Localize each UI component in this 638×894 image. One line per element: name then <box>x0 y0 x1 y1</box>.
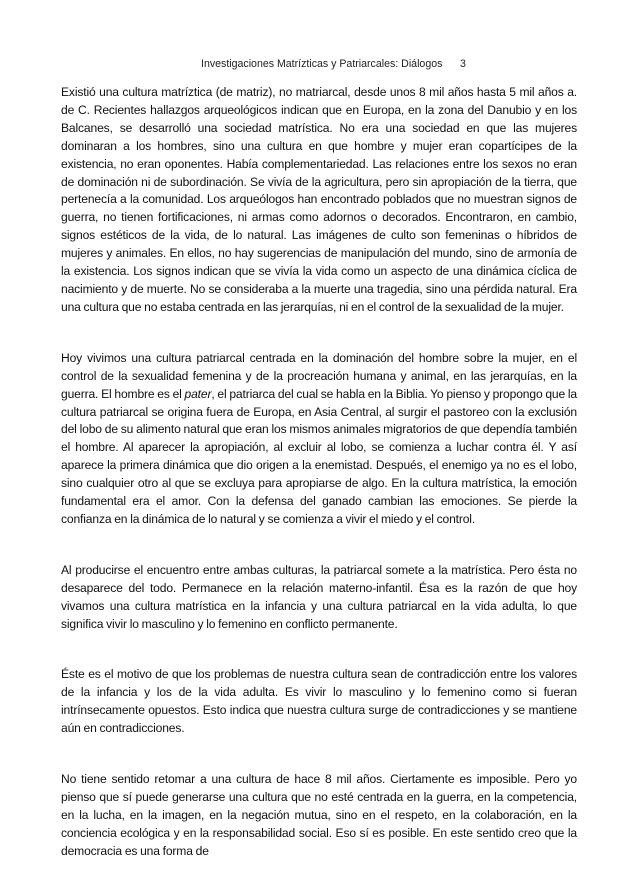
paragraph-encounter: Al producirse el encuentro entre ambas culturas, la patriarcal somete a la matrística. Pero ésta no desaparece del todo. Permanece en la relación materno-infantil. Ésa es la razón de que hoy vivamos una cultura matrística en la infancia y una cultura patriarcal en la vida adulta, lo que significa vivir lo masculino y lo femenino en conflicto permanente. <box>61 562 577 631</box>
body-text <box>61 84 577 894</box>
emphasis-pater: pater <box>184 386 212 401</box>
paragraph-matristic-culture: Existió una cultura matríztica (de matriz), no matriarcal, desde unos 8 mil años hasta 5 mil años a. de C. Recientes hallazgos arqueológicos indican que en Europa, en la zona del Danubio y en los Balcanes, se desarrolló una sociedad matrística. No era una sociedad en que las mujeres dominaran a los hombres, sino una cultura en que hombre y mujer eran copartícipes de la existencia, no eran oponentes. Había complementariedad. Las relaciones entre los sexos no eran de dominación ni de subordinación. Se vivía de la agricultura, pero sin apropiación de la tierra, que pertenecía a la comunidad. Los arqueólogos han encontrado poblados que no muestran signos de guerra, no tienen fortificaciones, ni armas como adornos o decorados. Encontraron, en cambio, signos estéticos de la vida, de lo natural. Las imágenes de culto son femeninas o híbridos de mujeres y animales. En ellos, no hay sugerencias de manipulación del mundo, sino de armonía de la existencia. Los signos indican que se vivía la vida como un aspecto de una dinámica cíclica de nacimiento y de muerte. No se consideraba a la muerte una tragedia, sino una pérdida natural. Era una cultura que no estaba centrada en las jerarquías, ni en el control de la sexualidad de la mujer. <box>61 85 577 314</box>
paragraph-new-culture: No tiene sentido retomar a una cultura de hace 8 mil años. Ciertamente es imposible. Pero yo pienso que sí puede generarse una cultura que no esté centrada en la guerra, en la competencia, en la lucha, en la imagen, en la negación mutua, sino en el respeto, en la colaboración, en la conciencia ecológica y en la responsabilidad social. Eso sí es posible. En este sentido creo que la democracia es una forma de <box>61 772 577 858</box>
page-number: 3 <box>460 58 466 70</box>
header-title: Investigaciones Matrízticas y Patriarcales: Diálogos <box>201 58 443 70</box>
paragraph-text-start: Hoy vivimos una cultura patriarcal centrada en la dominación del hombre sobre la mujer, en el control de la sexualidad femenina y de la procreación humana y animal, en las jerarquías, en la guerra. El hombre es el <box>61 350 577 401</box>
paragraph-patriarchal-culture <box>61 350 577 529</box>
paragraph-contradiction: Éste es el motivo de que los problemas de nuestra cultura sean de contradicción entre los valores de la infancia y los de la vida adulta. Es vivir lo masculino y lo femenino como si fueran intrínsecamente opuestos. Esto indica que nuestra cultura surge de contradicciones y se mantiene aún en contradicciones. <box>61 667 577 736</box>
paragraph-text-end: , el patriarca del cual se habla en la Biblia. Yo pienso y propongo que la cultura patriarcal se origina fuera de Europa, en Asia Central, al surgir el pastoreo con la exclusión del lobo de su alimento natural que eran los mismos animales migratorios de que dependía también el hombre. Al aparecer la apropiación, al excluir al lobo, se comienza a luchar contra él. Y así aparece la primera dinámica que dio origen a la enemistad. Después, el enemigo ya no es el lobo, sino cualquier otro al que se excluya para apropiarse de algo. En la cultura matrística, la emoción fundamental era el amor. Con la defensa del ganado cambian las emociones. Se pierde la confianza en la dinámica de lo natural y se comienza a vivir el miedo y el control. <box>61 386 578 526</box>
